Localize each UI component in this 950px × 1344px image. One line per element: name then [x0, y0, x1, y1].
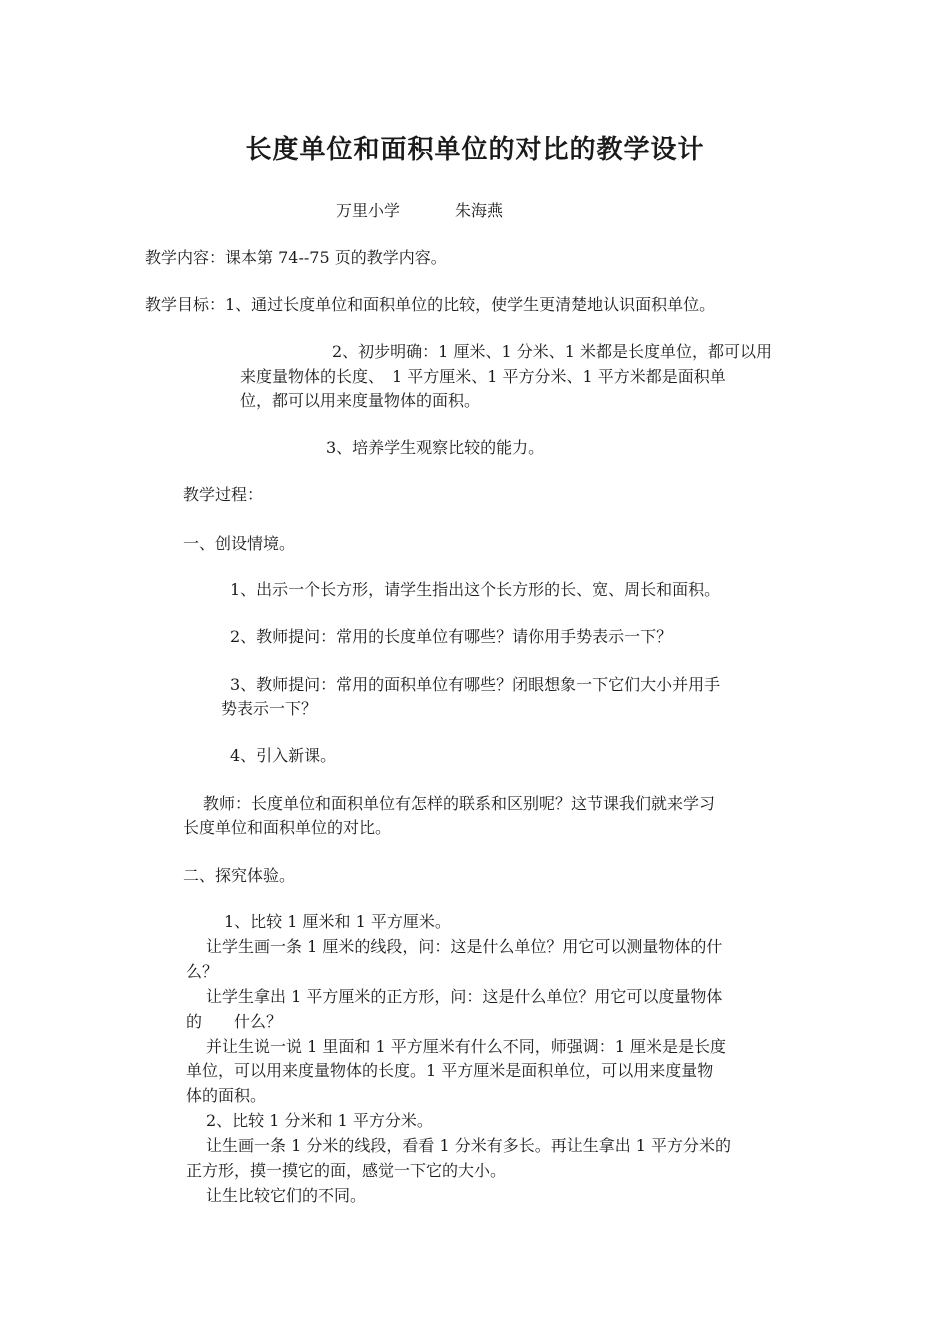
section2-para-5: 让生比较它们的不同。: [206, 1186, 367, 1205]
section2-sub-1: 1、比较 1 厘米和 1 平方厘米。: [224, 912, 451, 931]
section2-para-1-line1: 让学生画一条 1 厘米的线段，问：这是什么单位？用它可以测量物体的什: [206, 937, 723, 956]
section2-para-3-line2: 单位，可以用来度量物体的长度。1 平方厘米是面积单位，可以用来度量物: [186, 1061, 714, 1080]
section2-para-4-line2: 正方形，摸一摸它的面，感觉一下它的大小。: [186, 1161, 507, 1180]
teaching-goal-2-line1: 2、初步明确：1 厘米、1 分米、1 米都是长度单位，都可以用: [332, 342, 772, 361]
teacher-intro-line1: 教师：长度单位和面积单位有怎样的联系和区别呢？这节课我们就来学习: [203, 794, 716, 813]
section2-para-1-line2: 么？: [186, 962, 219, 981]
author-name: 朱海燕: [455, 201, 504, 220]
section2-para-2-line2: 的 什么？: [186, 1012, 283, 1031]
teacher-intro-line2: 长度单位和面积单位的对比。: [183, 818, 392, 837]
section2-para-3-line1: 并让生说一说 1 里面和 1 平方厘米有什么不同，师强调：1 厘米是是长度: [206, 1037, 726, 1056]
section2-heading: 二、探究体验。: [183, 866, 296, 885]
teaching-goal-2-line2: 来度量物体的长度、 1 平方厘米、1 平方分米、1 平方米都是面积单: [240, 367, 726, 386]
document-title: 长度单位和面积单位的对比的教学设计: [245, 135, 705, 165]
teaching-goal-2-line3: 位，都可以用来度量物体的面积。: [240, 391, 481, 410]
section2-para-4-line1: 让生画一条 1 分米的线段，看看 1 分米有多长。再让生拿出 1 平方分米的: [206, 1136, 732, 1155]
section1-item-3-line1: 3、教师提问：常用的面积单位有哪些？闭眼想象一下它们大小并用手: [230, 675, 721, 694]
author-school: 万里小学: [336, 201, 401, 220]
section1-heading: 一、创设情境。: [183, 534, 296, 553]
teaching-goal-1: 教学目标：1、通过长度单位和面积单位的比较，使学生更清楚地认识面积单位。: [145, 295, 716, 314]
section2-sub-2: 2、比较 1 分米和 1 平方分米。: [206, 1111, 433, 1130]
section1-item-1: 1、出示一个长方形，请学生指出这个长方形的长、宽、周长和面积。: [230, 580, 721, 599]
teaching-goal-3: 3、培养学生观察比较的能力。: [326, 438, 545, 457]
section1-item-4: 4、引入新课。: [230, 746, 337, 765]
teaching-content: 教学内容：课本第 74--75 页的教学内容。: [145, 248, 447, 267]
process-heading: 教学过程：: [183, 485, 264, 504]
section1-item-3-line2: 势表示一下？: [221, 699, 318, 718]
section1-item-2: 2、教师提问：常用的长度单位有哪些？请你用手势表示一下？: [230, 627, 673, 646]
section2-para-2-line1: 让学生拿出 1 平方厘米的正方形，问：这是什么单位？用它可以度量物体: [206, 987, 723, 1006]
section2-para-3-line3: 体的面积。: [186, 1086, 267, 1105]
